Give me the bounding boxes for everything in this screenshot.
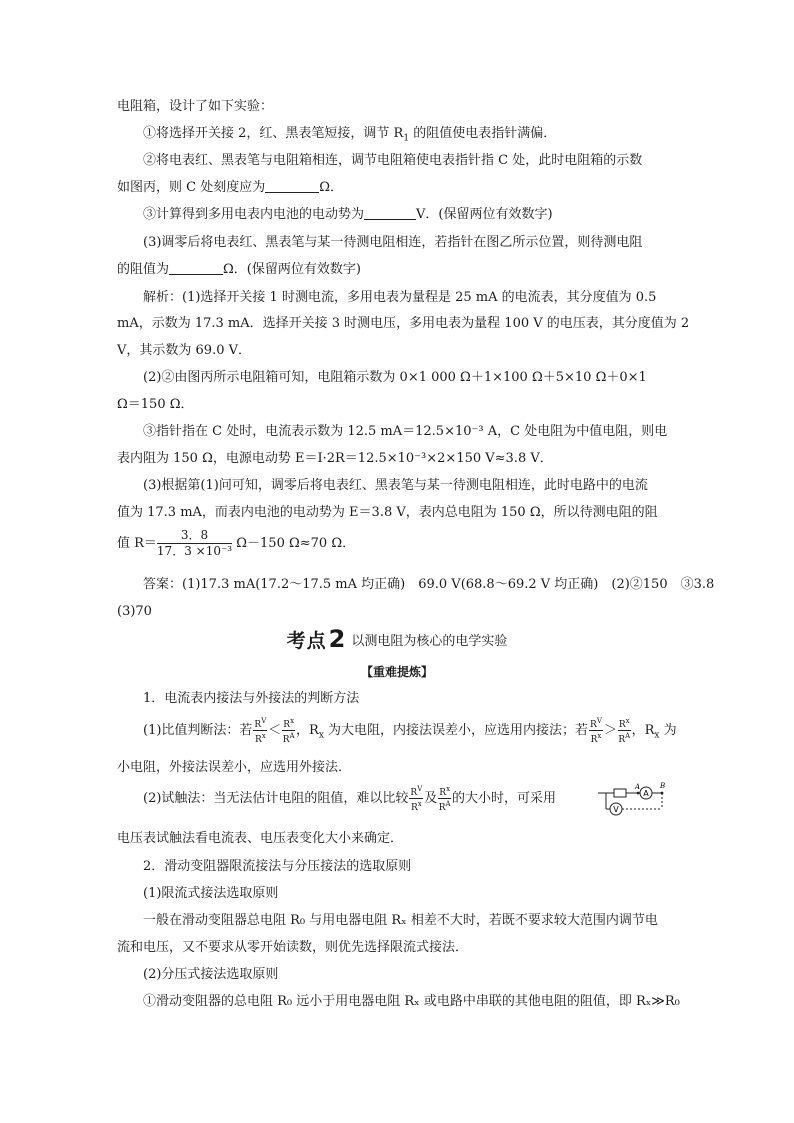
text-line: (2)试触法：当无法估计电阻的阻值，难以比较 $\frac{R^V}{R^x}$ 及 $\frac{R^x}{R^A}$ 的大小时，可采用	[143, 785, 557, 813]
text-line: 电压表试触法看电流表、电压表变化大小来确定．	[117, 831, 404, 846]
fraction: $\frac{R^V}{R^x}$	[254, 717, 267, 745]
section-tag: 【重难提炼】	[360, 665, 433, 679]
fraction: $\frac{3.8}{\text{17．3 ×10⁻³}}$	[156, 528, 233, 558]
section-title: 考点2 以测电阻为核心的电学实验	[286, 625, 508, 653]
text-line: (1)比值判断法：若 $\frac{R^V}{R^x}$ ＜ $\frac{R^x}{R^A}$ ，$R_x$ 为大电阻，内接法误差小，应选用内接法；若 $\frac{R^V}{R^x}$ ＞ $\frac{R^x}{R^A}$ ，$R_x$ 为	[143, 717, 677, 745]
solution-line: 解析：(1)选择开关接 1 时测电流，多用电表为量程是 25 mA 的电流表，其分度值为 0.5	[143, 290, 657, 305]
solution-line: Ω＝150 Ω．	[117, 397, 194, 412]
svg-text:V: V	[613, 805, 619, 814]
resistor-rx	[614, 789, 626, 797]
fraction: $\frac{R^x}{R^A}$	[282, 717, 295, 745]
text-line: (2)分压式接法选取原则	[143, 967, 279, 982]
trial-contact-circuit-diagram	[596, 782, 670, 820]
svg-text:A: A	[643, 789, 649, 798]
text-line: 如图丙，则 C 处刻度应为 Ω．	[117, 180, 343, 195]
text-line: 2．滑动变阻器限流接法与分压接法的选取原则	[143, 859, 412, 874]
text-line: 电阻箱，设计了如下实验：	[117, 99, 274, 114]
text-line: ①滑动变阻器的总电阻 R₀ 远小于用电器电阻 Rₓ 或电路中串联的其他电阻的阻值，即 Rₓ≫R₀	[143, 994, 680, 1009]
text-line: ②将电表红、黑表笔与电阻箱相连，调节电阻箱使电表指针指 C 处，此时电阻箱的示数	[143, 153, 643, 168]
text-line: 1．电流表内接法与外接法的判断方法	[143, 691, 360, 706]
solution-line: (3)根据第(1)问可知，调零后将电表红、黑表笔与某一待测电阻相连，此时电路中的电流	[143, 478, 648, 493]
answer-line: (3)70	[117, 604, 152, 619]
text-line: 一般在滑动变阻器总电阻 R₀ 与用电器电阻 Rₓ 相差不大时，若既不要求较大范围内调节电	[143, 913, 658, 928]
answer-blank	[169, 260, 223, 275]
svg-text:A: A	[635, 783, 641, 791]
solution-line: ③指针指在 C 处时，电流表示数为 12.5 mA＝12.5×10⁻³ A，C 处电阻为中值电阻，则电	[143, 424, 668, 439]
svg-text:B: B	[660, 782, 666, 790]
text-line: ①将选择开关接 2，红、黑表笔短接，调节 $R_1$ 的阻值使电表指针满偏．	[143, 126, 557, 144]
text-line: ③计算得到多用电表内电池的电动势为 V．(保留两位有效数字)	[143, 207, 553, 222]
answer-blank	[265, 178, 319, 193]
answer-blank	[364, 205, 416, 220]
text-line: (3)调零后将电表红、黑表笔与某一待测电阻相连，若指针在图乙所示位置，则待测电阻	[143, 235, 643, 250]
solution-formula: 值 R＝ $\frac{3.8}{\text{17．3 ×10⁻³}}$ Ω－150 Ω≈70 Ω．	[117, 528, 356, 558]
fraction: $\frac{R^V}{R^x}$	[590, 717, 602, 745]
solution-line: (2)②由图丙所示电阻箱可知，电阻箱示数为 0×1 000 Ω＋1×100 Ω＋5×10 Ω＋0×1	[143, 370, 647, 385]
answer-line: 答案：(1)17.3 mA(17.2～17.5 mA 均正确) 69.0 V(68.8～69.2 V 均正确) (2)②150 ③3.8	[143, 577, 715, 592]
solution-line: 值为 17.3 mA，而表内电池的电动势为 E＝3.8 V，表内总电阻为 150 Ω，所以待测电阻的阻	[117, 505, 658, 520]
solution-line: 表内阻为 150 Ω，电源电动势 E＝I·2R＝12.5×10⁻³×2×150 V≈3.8 V．	[117, 451, 553, 466]
solution-line: V，其示数为 69.0 V．	[117, 343, 251, 358]
fraction: $\frac{R^V}{R^x}$	[410, 785, 423, 813]
text-line: 的阻值为 Ω．(保留两位有效数字)	[117, 262, 361, 277]
solution-line: mA，示数为 17.3 mA．选择开关接 3 时测电压，多用电表为量程 100 V 的电压表，其分度值为 2	[117, 316, 690, 331]
text-line: 流和电压，又不要求从零开始读数，则优先选择限流式接法．	[117, 940, 469, 955]
text-line: (1)限流式接法选取原则	[143, 886, 279, 901]
fraction: $\frac{R^x}{R^A}$	[438, 785, 451, 813]
fraction: $\frac{R^x}{R^A}$	[618, 717, 631, 745]
text-line: 小电阻，外接法误差小，应选用外接法．	[117, 760, 352, 775]
